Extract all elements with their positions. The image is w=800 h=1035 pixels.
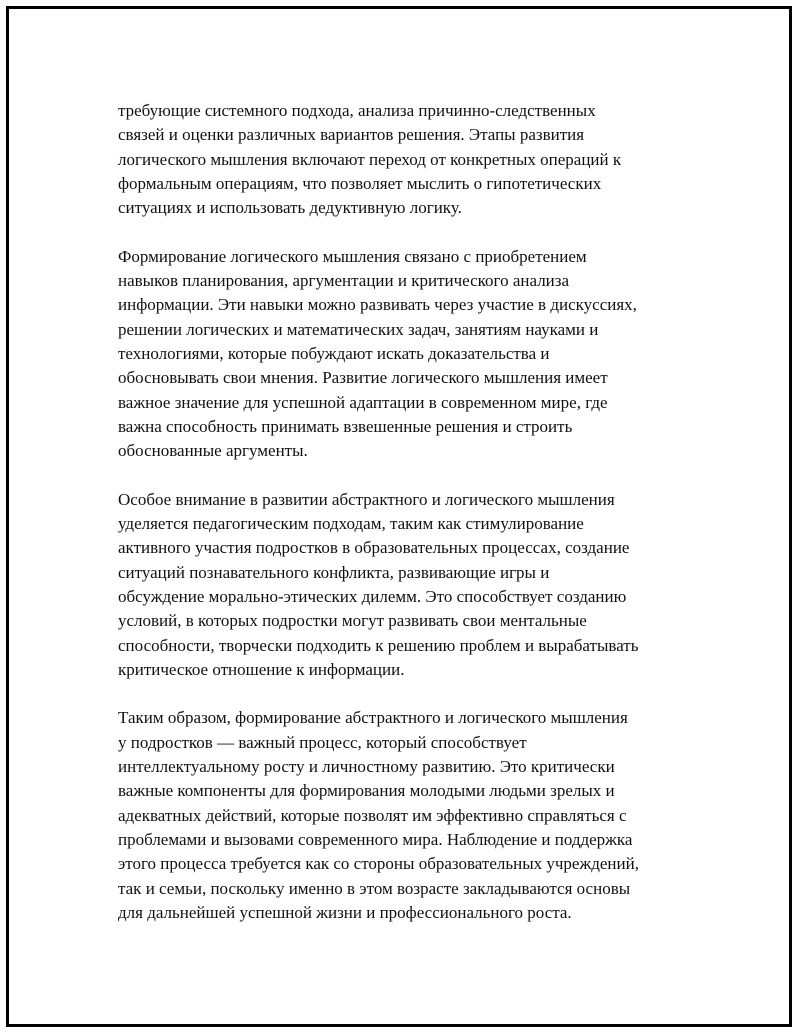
text-line: способности, творчески подходить к решению проблем и вырабатывать xyxy=(118,635,639,655)
text-line: интеллектуальному росту и личностному развитию. Это критически xyxy=(118,757,615,777)
text-line: важное значение для успешной адаптации в современном мире, где xyxy=(118,392,608,412)
text-line: информации. Эти навыки можно развивать через участие в дискуссиях, xyxy=(118,295,637,315)
text-line: Таким образом, формирование абстрактного и логического мышления xyxy=(118,708,628,728)
text-line: требующие системного подхода, анализа причинно-следственных xyxy=(118,101,596,120)
paragraph xyxy=(118,706,698,925)
text-line: адекватных действий, которые позволят им эффективно справляться с xyxy=(118,805,627,825)
text-line: проблемами и вызовами современного мира. Наблюдение и поддержка xyxy=(118,829,633,849)
text-line: активного участия подростков в образовательных процессах, создание xyxy=(118,538,630,558)
text-line: обсуждение морально-этических дилемм. Это способствует созданию xyxy=(118,586,627,606)
text-line: связей и оценки различных вариантов решения. Этапы развития xyxy=(118,125,585,145)
text-line: важные компоненты для формирования молодыми людьми зрелых и xyxy=(118,781,615,801)
text-line: так и семьи, поскольку именно в этом возрасте закладываются основы xyxy=(118,878,631,898)
text-line: критическое отношение к информации. xyxy=(118,659,405,679)
text-line: условий, в которых подростки могут развивать свои ментальные xyxy=(118,611,587,631)
text-line: ситуаций познавательного конфликта, развивающие игры и xyxy=(118,562,550,582)
text-line: ситуациях и использовать дедуктивную логику. xyxy=(118,198,462,218)
text-line: решении логических и математических задач, занятиям науками и xyxy=(118,319,599,339)
text-line: Формирование логического мышления связано с приобретением xyxy=(118,246,587,266)
text-line: навыков планирования, аргументации и критического анализа xyxy=(118,271,570,291)
text-line: обосновывать свои мнения. Развитие логического мышления имеет xyxy=(118,368,608,388)
text-line: логического мышления включают переход от конкретных операций к xyxy=(118,149,622,169)
text-line: важна способность принимать взвешенные решения и строить xyxy=(118,416,573,436)
text-line: формальным операциям, что позволяет мыслить о гипотетических xyxy=(118,173,602,193)
text-line: Особое внимание в развитии абстрактного и логического мышления xyxy=(118,489,615,509)
paragraph xyxy=(118,99,698,220)
page-body xyxy=(118,99,698,949)
text-line: у подростков — важный процесс, который способствует xyxy=(118,732,527,752)
paragraph xyxy=(118,245,698,464)
page-frame xyxy=(6,6,792,1027)
text-line: для дальнейшей успешной жизни и профессионального роста. xyxy=(118,902,572,922)
text-line: технологиями, которые побуждают искать доказательства и xyxy=(118,343,550,363)
paragraph xyxy=(118,488,698,682)
text-line: этого процесса требуется как со стороны образовательных учреждений, xyxy=(118,854,639,874)
text-line: уделяется педагогическим подходам, таким как стимулирование xyxy=(118,514,584,534)
text-line: обоснованные аргументы. xyxy=(118,441,308,461)
